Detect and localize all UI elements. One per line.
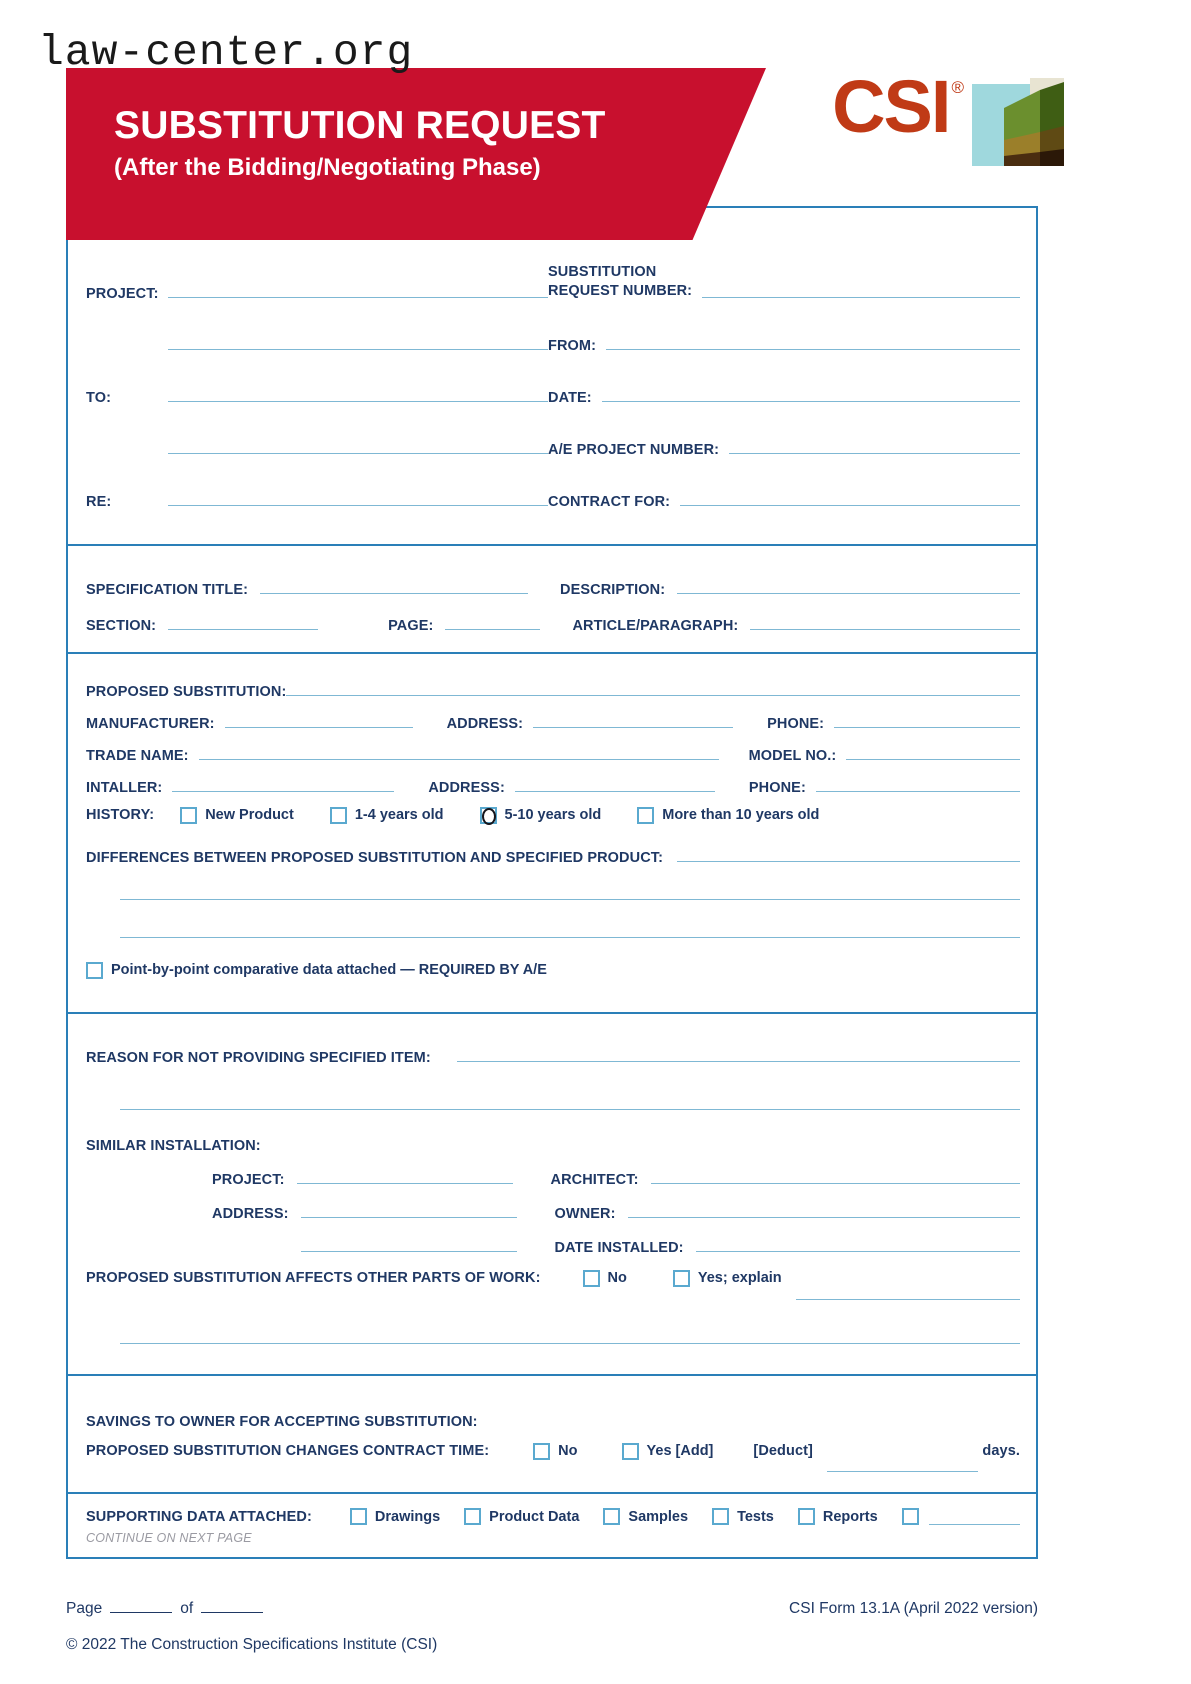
deduct-label: [Deduct]	[753, 1443, 813, 1459]
spec-article-label: ARTICLE/PARAGRAPH:	[572, 618, 739, 634]
project-info-left-column	[68, 250, 548, 510]
supporting-checkbox-samples[interactable]	[603, 1508, 620, 1525]
section-proposed-substitution	[68, 654, 1036, 1014]
field-from-input[interactable]	[606, 348, 1020, 350]
spec-title-label: SPECIFICATION TITLE:	[86, 582, 249, 598]
affects-option-yes[interactable]	[673, 1270, 782, 1287]
supporting-checkbox-reports[interactable]	[798, 1508, 815, 1525]
supporting-label-samples: Samples	[628, 1508, 689, 1525]
manufacturer-phone-label: PHONE:	[767, 716, 825, 732]
installer-phone-input[interactable]	[816, 790, 1020, 792]
similar-project-input[interactable]	[297, 1182, 513, 1184]
contract-time-row	[86, 1430, 1020, 1472]
supporting-other-input[interactable]	[929, 1523, 1020, 1525]
installer-address-input[interactable]	[515, 790, 715, 792]
affects-label-yes: Yes; explain	[697, 1270, 782, 1286]
similar-installation-label: SIMILAR INSTALLATION:	[86, 1138, 261, 1154]
page-title: SUBSTITUTION REQUEST	[114, 104, 606, 147]
history-label-5-10-years: 5-10 years old	[504, 807, 602, 823]
differences-row-3	[86, 904, 1020, 942]
similar-address-label: ADDRESS:	[212, 1206, 289, 1222]
deduct-days-input[interactable]	[827, 1470, 978, 1472]
spec-page-input[interactable]	[445, 628, 540, 630]
spec-section-input[interactable]	[168, 628, 318, 630]
field-date-label: DATE:	[548, 390, 592, 406]
supporting-option-samples[interactable]	[603, 1508, 688, 1525]
similar-installation-row	[86, 1114, 1020, 1154]
csi-logo-mark-icon	[970, 78, 1066, 166]
similar-address-input-2[interactable]	[301, 1250, 517, 1252]
history-option-1-4-years[interactable]	[330, 807, 444, 824]
similar-owner-label: OWNER:	[554, 1206, 616, 1222]
field-contract-for-input[interactable]	[680, 504, 1020, 506]
section-reason	[68, 1014, 1036, 1376]
footer-top-row	[66, 1600, 1038, 1618]
page-subtitle: (After the Bidding/Negotiating Phase)	[114, 154, 541, 181]
field-ae-project-number-label: A/E PROJECT NUMBER:	[548, 442, 720, 458]
spec-section-row	[86, 598, 1020, 634]
contract-time-label-no: No	[558, 1443, 578, 1459]
of-word-label: of	[180, 1600, 194, 1617]
spec-article-input[interactable]	[750, 628, 1020, 630]
supporting-option-tests[interactable]	[712, 1508, 774, 1525]
savings-row	[86, 1392, 1020, 1430]
field-contract-for-label: CONTRACT FOR:	[548, 494, 671, 510]
field-project-label: PROJECT:	[86, 286, 159, 302]
history-option-5-10-years[interactable]	[480, 807, 602, 824]
field-re-input[interactable]	[168, 504, 548, 506]
section-savings	[68, 1376, 1036, 1494]
field-re	[86, 458, 548, 510]
reason-row-2	[86, 1066, 1020, 1114]
contract-time-label: PROPOSED SUBSTITUTION CHANGES CONTRACT TIME:	[86, 1443, 490, 1459]
point-by-point-checkbox[interactable]	[86, 962, 103, 979]
project-info-right-column	[548, 250, 1036, 510]
affects-other-parts-row	[86, 1256, 1020, 1300]
field-to	[86, 354, 548, 406]
page-word-label: Page	[66, 1600, 103, 1617]
supporting-checkbox-product-data[interactable]	[464, 1508, 481, 1525]
registered-trademark-icon: ®	[951, 78, 964, 97]
affects-checkbox-no[interactable]	[583, 1270, 600, 1287]
supporting-label-tests: Tests	[737, 1508, 774, 1525]
continue-next-page-note: CONTINUE ON NEXT PAGE	[86, 1531, 252, 1545]
history-option-more-than-10-years[interactable]	[637, 807, 819, 824]
field-to-input[interactable]	[168, 400, 548, 402]
page-footer	[66, 1600, 1038, 1654]
field-request-number-label-line2: REQUEST NUMBER:	[548, 283, 693, 300]
history-checkbox-more-than-10-years[interactable]	[637, 807, 654, 824]
contract-time-option-no[interactable]	[533, 1443, 577, 1460]
affects-other-parts-label: PROPOSED SUBSTITUTION AFFECTS OTHER PARTS OF WORK:	[86, 1270, 541, 1286]
model-no-label: MODEL NO.:	[748, 748, 837, 764]
supporting-option-product-data[interactable]	[464, 1508, 579, 1525]
field-ae-project-number-input[interactable]	[729, 452, 1020, 454]
date-installed-label: DATE INSTALLED:	[554, 1240, 684, 1256]
header-banner	[66, 68, 766, 240]
field-contract-for	[548, 458, 1020, 510]
history-checkbox-new-product[interactable]	[180, 807, 197, 824]
supporting-option-other[interactable]	[902, 1508, 1020, 1525]
manufacturer-address-label: ADDRESS:	[446, 716, 524, 732]
supporting-option-reports[interactable]	[798, 1508, 878, 1525]
page-total-input[interactable]	[201, 1611, 263, 1613]
field-to-label: TO:	[86, 390, 112, 406]
differences-input-3[interactable]	[120, 936, 1020, 938]
field-request-number-input[interactable]	[702, 296, 1020, 298]
history-label: HISTORY:	[86, 807, 155, 823]
reason-row	[86, 1032, 1020, 1066]
days-label: days.	[982, 1443, 1020, 1459]
field-project	[86, 250, 548, 302]
supporting-label-product-data: Product Data	[489, 1508, 580, 1525]
model-no-input[interactable]	[846, 758, 1020, 760]
contract-time-checkbox-no[interactable]	[533, 1443, 550, 1460]
manufacturer-phone-input[interactable]	[834, 726, 1020, 728]
differences-label: DIFFERENCES BETWEEN PROPOSED SUBSTITUTION AND SPECIFIED PRODUCT:	[86, 850, 664, 866]
history-option-new-product[interactable]	[180, 807, 294, 824]
field-project-line2	[86, 302, 548, 354]
differences-row-2	[86, 866, 1020, 904]
field-re-label: RE:	[86, 494, 112, 510]
spec-title-row	[86, 562, 1020, 598]
differences-row	[86, 834, 1020, 866]
installer-label: INTALLER:	[86, 780, 163, 796]
similar-address-input[interactable]	[301, 1216, 517, 1218]
similar-architect-label: ARCHITECT:	[550, 1172, 639, 1188]
date-installed-input[interactable]	[696, 1250, 1020, 1252]
manufacturer-address-input[interactable]	[533, 726, 733, 728]
installer-phone-label: PHONE:	[748, 780, 806, 796]
spec-page-label: PAGE:	[388, 618, 434, 634]
field-project-line2-input[interactable]	[168, 348, 548, 350]
history-checkbox-5-10-years[interactable]	[480, 807, 497, 824]
field-ae-project-number	[548, 406, 1020, 458]
copyright-notice: © 2022 The Construction Specifications Institute (CSI)	[66, 1636, 438, 1653]
proposed-substitution-label: PROPOSED SUBSTITUTION:	[86, 684, 287, 700]
field-date-input[interactable]	[602, 400, 1020, 402]
history-label-1-4-years: 1-4 years old	[354, 807, 444, 823]
supporting-checkbox-other[interactable]	[902, 1508, 919, 1525]
installer-input[interactable]	[172, 790, 394, 792]
history-checkbox-1-4-years[interactable]	[330, 807, 347, 824]
field-from	[548, 302, 1020, 354]
contract-time-checkbox-yes-add[interactable]	[622, 1443, 639, 1460]
similar-address-row	[86, 1188, 1020, 1222]
similar-project-label: PROJECT:	[212, 1172, 285, 1188]
affects-explain-input[interactable]	[796, 1298, 1020, 1300]
supporting-option-drawings[interactable]	[350, 1508, 440, 1525]
field-request-number-label-line1: SUBSTITUTION	[548, 263, 657, 280]
installer-row	[86, 764, 1020, 796]
differences-input-2[interactable]	[120, 898, 1020, 900]
form-identifier: CSI Form 13.1A (April 2022 version)	[789, 1600, 1038, 1617]
similar-owner-input[interactable]	[628, 1216, 1020, 1218]
page-number-group	[66, 1600, 271, 1618]
reason-input-2[interactable]	[120, 1108, 1020, 1110]
differences-input-1[interactable]	[677, 860, 1020, 862]
proposed-substitution-row	[86, 668, 1020, 700]
form-container	[66, 206, 1038, 1559]
affects-option-no[interactable]	[583, 1270, 627, 1287]
spec-title-input[interactable]	[260, 592, 528, 594]
spec-description-label: DESCRIPTION:	[560, 582, 666, 598]
spec-section-label: SECTION:	[86, 618, 157, 634]
contract-time-option-yes-add[interactable]	[622, 1443, 714, 1460]
contract-time-label-yes-add: Yes [Add]	[646, 1443, 714, 1459]
manufacturer-row	[86, 700, 1020, 732]
history-label-more-than-10-years: More than 10 years old	[662, 807, 820, 823]
field-date	[548, 354, 1020, 406]
field-from-label: FROM:	[548, 338, 597, 354]
supporting-checkbox-tests[interactable]	[712, 1508, 729, 1525]
section-project-info	[68, 208, 1036, 546]
point-by-point-row[interactable]	[86, 950, 1020, 990]
trade-name-input[interactable]	[199, 758, 719, 760]
affects-label-no: No	[607, 1270, 627, 1286]
affects-explain-row-2	[86, 1300, 1020, 1348]
supporting-checkbox-drawings[interactable]	[350, 1508, 367, 1525]
history-label-new-product: New Product	[205, 807, 294, 823]
history-row	[86, 796, 1020, 834]
field-request-number-label	[548, 263, 692, 302]
trade-name-row	[86, 732, 1020, 764]
similar-architect-input[interactable]	[651, 1182, 1020, 1184]
proposed-substitution-input[interactable]	[286, 694, 1020, 696]
affects-explain-input-2[interactable]	[120, 1342, 1020, 1344]
page-number-input[interactable]	[110, 1611, 172, 1613]
supporting-label-drawings: Drawings	[374, 1508, 441, 1525]
trade-name-label: TRADE NAME:	[86, 748, 189, 764]
similar-project-row	[86, 1154, 1020, 1188]
field-to-line2-input[interactable]	[168, 452, 548, 454]
csi-logo	[832, 65, 1066, 166]
supporting-data-row	[86, 1508, 1020, 1525]
section-specification	[68, 546, 1036, 654]
reason-input-1[interactable]	[457, 1060, 1020, 1062]
reason-label: REASON FOR NOT PROVIDING SPECIFIED ITEM:	[86, 1050, 431, 1066]
manufacturer-label: MANUFACTURER:	[86, 716, 215, 732]
watermark-text: law-center.org	[38, 28, 414, 77]
field-project-input[interactable]	[168, 296, 548, 298]
csi-logo-text: CSI	[832, 65, 950, 148]
supporting-data-label: SUPPORTING DATA ATTACHED:	[86, 1508, 312, 1525]
point-by-point-label: Point-by-point comparative data attached — REQUIRED BY A/E	[111, 962, 547, 978]
section-supporting-data	[68, 1494, 1036, 1557]
similar-date-installed-row	[86, 1222, 1020, 1256]
supporting-label-reports: Reports	[822, 1508, 878, 1525]
field-request-number	[548, 250, 1020, 302]
spec-description-input[interactable]	[677, 592, 1020, 594]
installer-address-label: ADDRESS:	[428, 780, 505, 796]
savings-label: SAVINGS TO OWNER FOR ACCEPTING SUBSTITUTION:	[86, 1414, 478, 1430]
field-to-line2	[86, 406, 548, 458]
affects-checkbox-yes[interactable]	[673, 1270, 690, 1287]
manufacturer-input[interactable]	[225, 726, 413, 728]
